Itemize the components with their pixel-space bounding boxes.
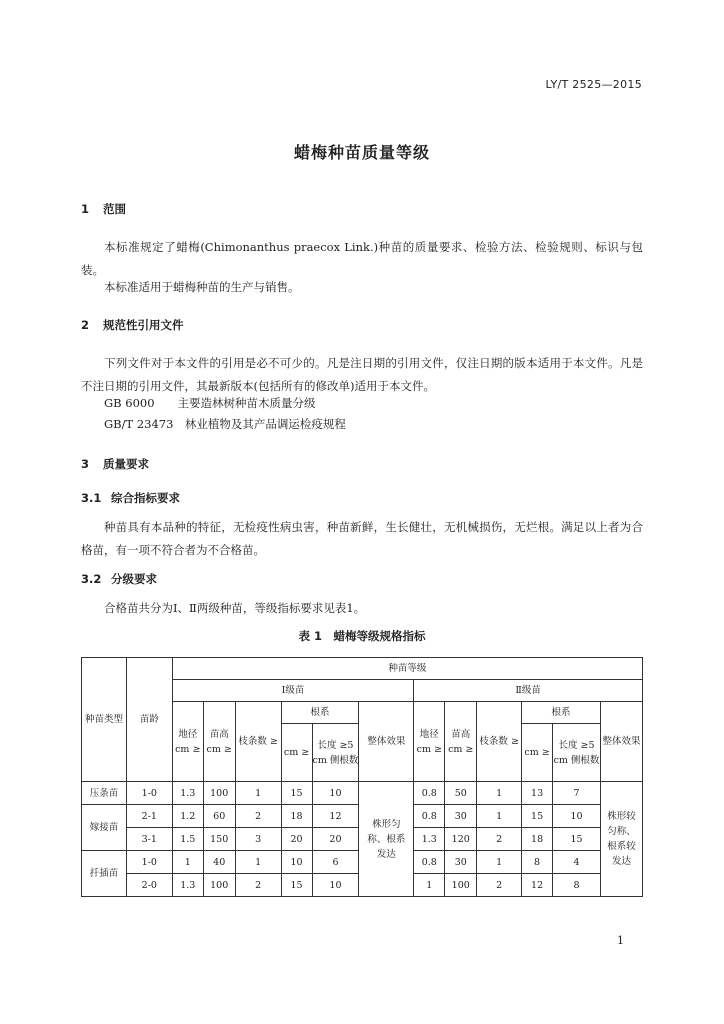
value-cell: 18 [522,828,553,851]
section-number: 3.1 [81,491,102,505]
section-1-heading [81,201,126,217]
section-title: 质量要求 [103,457,149,471]
header-seedling-age: 苗龄 [126,658,172,782]
value-cell: 15 [522,805,553,828]
table-caption: 表 1 蜡梅等级规格指标 [298,629,426,643]
type-cell: 嫁接苗 [82,805,127,851]
value-cell: 1.3 [172,874,203,897]
value-cell: 4 [553,851,601,874]
value-cell: 2 [235,805,281,828]
references-paragraph: 下列文件对于本文件的引用是必不可少的。凡是注日期的引用文件，仅注日期的版本适用于本文件。凡是不注日期的引用文件，其最新版本(包括所有的修改单)适用于本文件。 [81,356,643,393]
section-number: 1 [81,202,90,216]
scope-paragraph: 本标准规定了蜡梅(Chimonanthus praecox Link.)种苗的质量要求、检验方法、检验规则、标识与包装。 [81,240,643,277]
value-cell: 7 [553,782,601,805]
value-cell: 12 [312,805,359,828]
value-cell: 150 [203,828,235,851]
value-cell: 8 [522,851,553,874]
header-lateral-roots: 长度 ≥5 cm 侧根数 [312,724,359,782]
type-cell: 扦插苗 [82,851,127,897]
header-seedling-grade: 种苗等级 [172,658,642,680]
value-cell: 40 [203,851,235,874]
header-height: 苗高 cm ≥ [445,702,477,782]
value-cell: 60 [203,805,235,828]
value-cell: 1 [414,874,445,897]
table-header-row [82,658,643,680]
age-cell: 3-1 [126,828,172,851]
section-title: 分级要求 [111,572,157,586]
overall-effect-grade-2: 株形较匀称、根系较发达 [600,782,642,897]
value-cell: 15 [553,828,601,851]
section-3-heading [81,456,149,472]
header-grade-1: Ⅰ级苗 [172,680,414,702]
value-cell: 30 [445,851,477,874]
header-ground-diameter: 地径 cm ≥ [414,702,445,782]
value-cell: 120 [445,828,477,851]
header-branch-count: 枝条数 ≥ [477,702,522,782]
scope-usage-paragraph: 本标准适用于蜡梅种苗的生产与销售。 [104,280,300,294]
value-cell: 10 [281,851,312,874]
type-cell: 压条苗 [82,782,127,805]
value-cell: 2 [235,874,281,897]
section-title: 规范性引用文件 [103,318,184,332]
value-cell: 1 [477,805,522,828]
value-cell: 1.5 [172,828,203,851]
age-cell: 1-0 [126,851,172,874]
value-cell: 2 [477,874,522,897]
section-2-heading [81,317,184,333]
reference-item [104,414,346,434]
section-title: 综合指标要求 [111,491,180,505]
age-cell: 2-1 [126,805,172,828]
reference-code: GB 6000 [104,396,155,410]
header-height: 苗高 cm ≥ [203,702,235,782]
reference-name: 主要造林树种苗木质量分级 [177,396,316,410]
value-cell: 10 [553,805,601,828]
value-cell: 8 [553,874,601,897]
value-cell: 0.8 [414,782,445,805]
table-row [82,782,643,805]
reference-name: 林业植物及其产品调运检疫规程 [184,417,346,431]
comprehensive-requirements-paragraph: 种苗具有本品种的特征，无检疫性病虫害，种苗新鲜，生长健壮，无机械损伤，无烂根。满足以上者为合格苗，有一项不符合者为不合格苗。 [81,520,643,557]
header-seedling-type: 种苗类型 [82,658,127,782]
value-cell: 12 [522,874,553,897]
grading-requirements-paragraph: 合格苗共分为Ⅰ、Ⅱ两级种苗，等级指标要求见表1。 [104,601,366,615]
value-cell: 20 [281,828,312,851]
header-root-cm: cm ≥ [281,724,312,782]
page-number: 1 [617,934,624,947]
value-cell: 20 [312,828,359,851]
value-cell: 0.8 [414,805,445,828]
value-cell: 6 [312,851,359,874]
section-3-1-heading [81,490,180,506]
reference-code: GB/T 23473 [104,417,174,431]
header-grade-2: Ⅱ级苗 [414,680,643,702]
value-cell: 0.8 [414,851,445,874]
value-cell: 100 [203,874,235,897]
header-root-system: 根系 [522,702,601,724]
value-cell: 2 [477,828,522,851]
value-cell: 13 [522,782,553,805]
value-cell: 15 [281,782,312,805]
section-title: 范围 [103,202,126,216]
overall-effect-grade-1: 株形匀称、根系发达 [359,782,414,897]
header-overall-effect: 整体效果 [600,702,642,782]
header-root-system: 根系 [281,702,359,724]
value-cell: 15 [281,874,312,897]
value-cell: 30 [445,805,477,828]
header-branch-count: 枝条数 ≥ [235,702,281,782]
section-number: 3 [81,457,90,471]
header-lateral-roots: 长度 ≥5 cm 侧根数 [553,724,601,782]
section-3-2-heading [81,571,157,587]
value-cell: 1 [477,851,522,874]
header-overall-effect: 整体效果 [359,702,414,782]
document-title: 蜡梅种苗质量等级 [293,143,430,162]
age-cell: 2-0 [126,874,172,897]
value-cell: 1 [477,782,522,805]
value-cell: 10 [312,782,359,805]
value-cell: 1 [235,851,281,874]
value-cell: 18 [281,805,312,828]
value-cell: 100 [203,782,235,805]
value-cell: 50 [445,782,477,805]
age-cell: 1-0 [126,782,172,805]
header-ground-diameter: 地径 cm ≥ [172,702,203,782]
header-root-cm: cm ≥ [522,724,553,782]
value-cell: 1 [235,782,281,805]
value-cell: 100 [445,874,477,897]
section-number: 2 [81,318,90,332]
value-cell: 1.3 [414,828,445,851]
value-cell: 1.3 [172,782,203,805]
value-cell: 3 [235,828,281,851]
value-cell: 1 [172,851,203,874]
section-number: 3.2 [81,572,102,586]
standard-code: LY/T 2525—2015 [545,78,642,91]
value-cell: 10 [312,874,359,897]
grade-spec-table [81,657,643,897]
reference-item [104,393,316,413]
value-cell: 1.2 [172,805,203,828]
